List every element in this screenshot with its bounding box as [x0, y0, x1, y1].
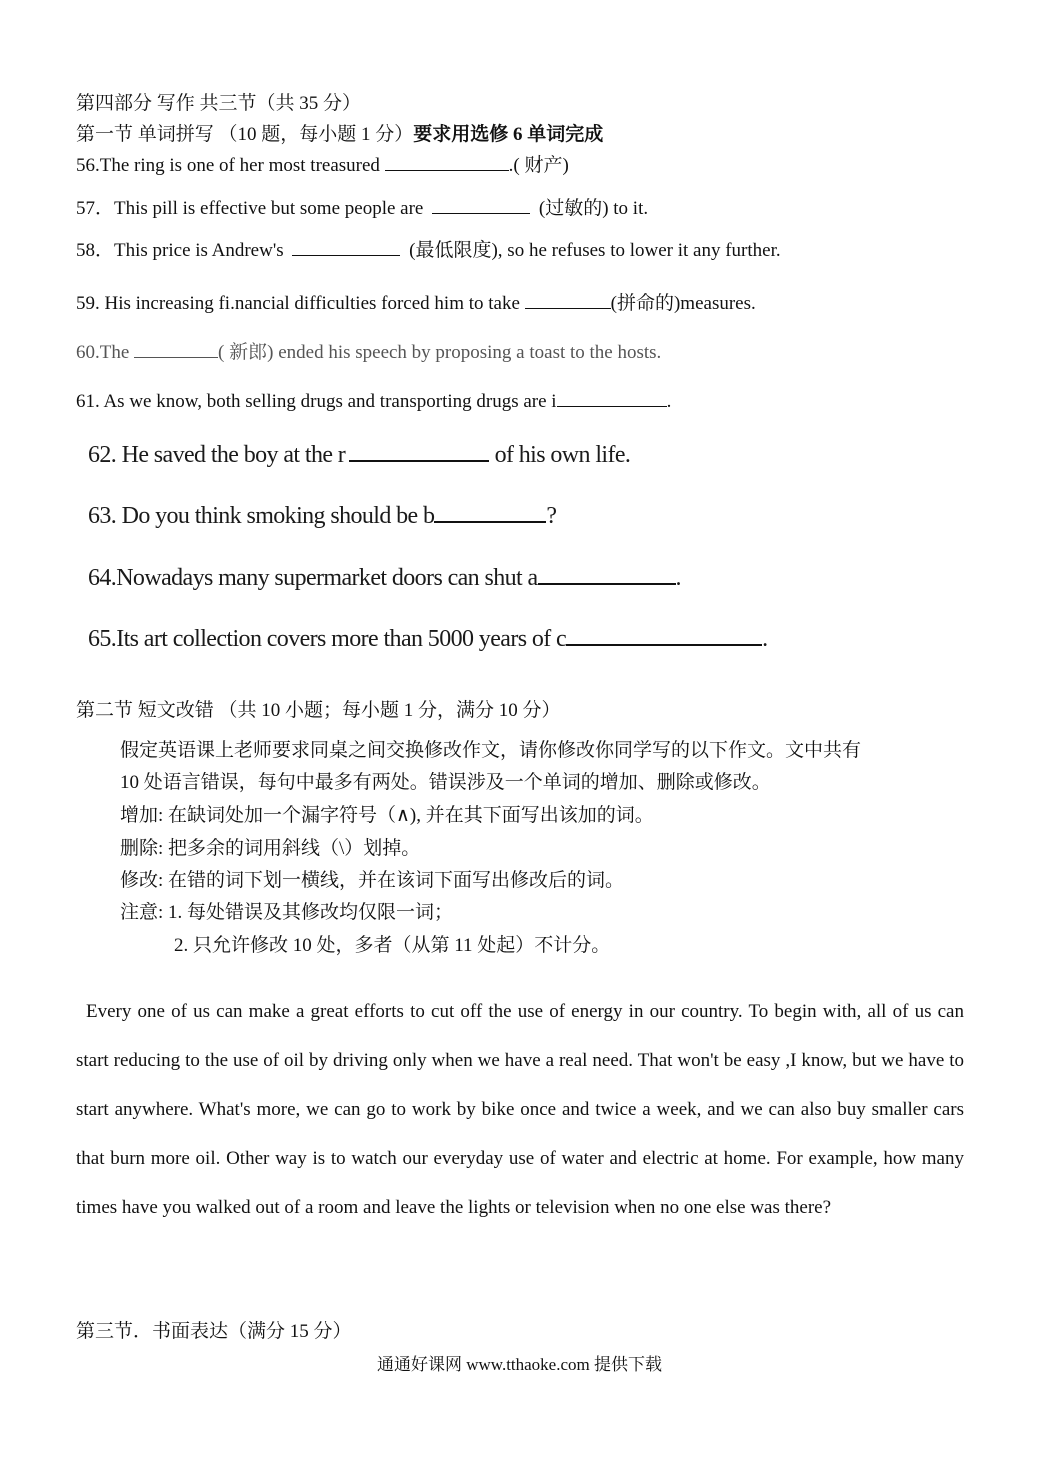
instruction-line: 注意: 1. 每处错误及其修改均仅限一词；	[120, 902, 454, 923]
question-hint: .	[675, 565, 681, 591]
answer-blank[interactable]	[434, 499, 546, 523]
question-57	[76, 195, 648, 221]
question-hint: .	[762, 626, 768, 652]
instruction-line: 删除: 把多余的词用斜线（\）划掉。	[120, 838, 421, 859]
question-text: 60.The	[76, 342, 130, 363]
question-hint: of his own life.	[494, 442, 631, 468]
question-56	[76, 152, 569, 178]
question-58	[76, 237, 781, 263]
instruction-line: 假定英语课上老师要求同桌之间交换修改作文，请你修改你同学写的以下作文。文中共有	[120, 740, 862, 761]
answer-blank[interactable]	[292, 237, 400, 256]
question-65	[88, 622, 768, 651]
question-hint: ?	[546, 503, 557, 529]
answer-blank[interactable]	[566, 622, 762, 646]
instruction-line: 修改: 在错的词下划一横线，并在该词下面写出修改后的词。	[120, 870, 625, 891]
question-text: 63. Do you think smoking should be b	[88, 503, 435, 529]
question-64	[88, 561, 681, 590]
answer-blank[interactable]	[525, 290, 611, 309]
error-correction-passage: Every one of us can make a great efforts to cut off the use of energy in our country. To begin with, all of us can start reducing to the use of oil by driving only when we have a real need. That won't be easy ,I know, but we have to start anywhere. What's more, we can go to work by bike once and twice a week, and we can also buy smaller cars that burn more oil. Other way is to watch our everyday use of water and electric at home. For example, how many times have you walked out of a room and leave the lights or television when no one else was there?	[76, 1001, 964, 1218]
question-60	[76, 339, 661, 365]
page-footer: 通通好课网 www.tthaoke.com 提供下载	[376, 1355, 663, 1374]
question-text: 56.The ring is one of her most treasured	[76, 155, 380, 176]
question-text: 61. As we know, both selling drugs and transporting drugs are i	[76, 391, 557, 412]
question-text: 65.Its art collection covers more than 5000 years of c	[88, 626, 567, 652]
section1-heading	[76, 123, 603, 147]
instruction-line: 2. 只允许修改 10 处，多者（从第 11 处起）不计分。	[174, 935, 611, 956]
answer-blank[interactable]	[432, 195, 530, 214]
question-hint: .	[666, 391, 672, 412]
question-63	[88, 499, 556, 528]
part-heading: 第四部分 写作 共三节（共 35 分）	[76, 93, 362, 114]
question-text: 62. He saved the boy at the r	[88, 442, 346, 468]
answer-blank[interactable]	[538, 561, 676, 585]
question-hint: .( 财产)	[508, 155, 569, 176]
answer-blank[interactable]	[385, 152, 509, 171]
question-text: 59. His increasing fi.nancial difficulties forced him to take	[76, 293, 520, 314]
instruction-line: 增加: 在缺词处加一个漏字符号（∧), 并在其下面写出该加的词。	[120, 805, 654, 826]
instruction-line: 10 处语言错误，每句中最多有两处。错误涉及一个单词的增加、删除或修改。	[120, 772, 771, 793]
question-hint: ( 新郎) ended his speech by proposing a toast to the hosts.	[218, 342, 662, 363]
section2-heading: 第二节 短文改错 （共 10 小题；每小题 1 分，满分 10 分）	[76, 700, 561, 721]
question-hint: (最低限度), so he refuses to lower it any further.	[409, 240, 781, 261]
question-text: 64.Nowadays many supermarket doors can shut a	[88, 565, 538, 591]
question-hint: (过敏的) to it.	[538, 198, 649, 219]
question-59	[76, 290, 756, 316]
section1-heading-text: 第一节 单词拼写 （10 题，每小题 1 分）	[76, 124, 414, 145]
question-text: 58．This price is Andrew's	[76, 240, 284, 261]
section1-heading-requirement: 要求用选修 6 单词完成	[413, 124, 604, 145]
section3-heading: 第三节．书面表达（满分 15 分）	[76, 1321, 352, 1342]
answer-blank[interactable]	[134, 339, 218, 358]
question-hint: (拼命的)measures.	[610, 293, 756, 314]
answer-blank[interactable]	[349, 438, 489, 462]
question-61	[76, 388, 671, 414]
question-62	[88, 438, 630, 467]
question-text: 57．This pill is effective but some people are	[76, 198, 424, 219]
answer-blank[interactable]	[557, 388, 667, 407]
